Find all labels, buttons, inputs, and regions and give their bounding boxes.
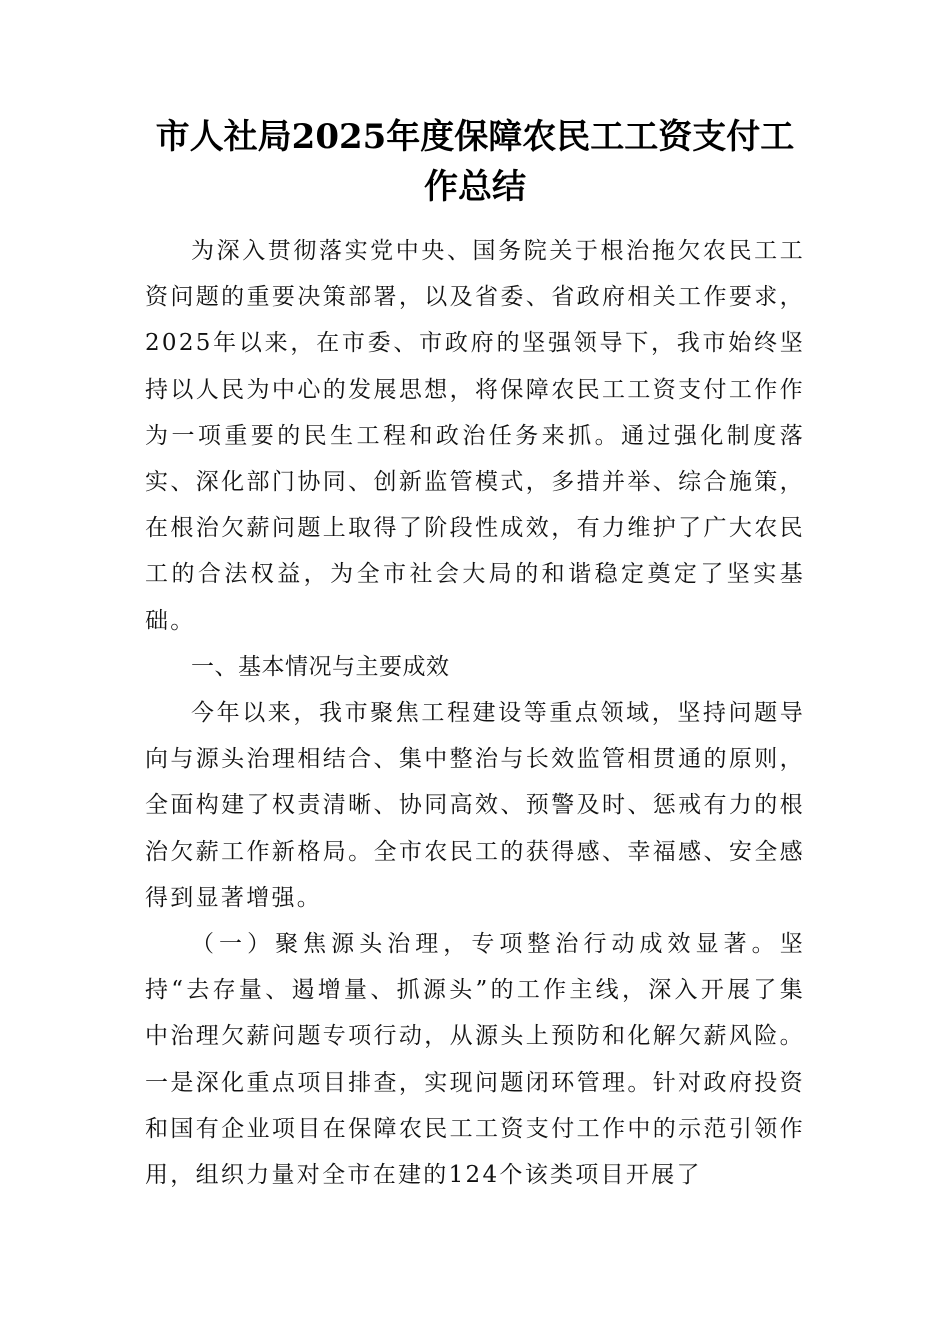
document-title: 市人社局2025年度保障农民工工资支付工作总结 xyxy=(155,117,795,207)
subsection-paragraph xyxy=(145,921,805,1198)
document-body xyxy=(145,228,805,1198)
subsection-text: 坚持“去存量、遏增量、抓源头”的工作主线，深入开展了集中治理欠薪问题专项行动，从源头上预防和化解欠薪风险。一是深化重点项目排查，实现问题闭环管理。针对政府投资和国有企业项目在保障农民工工资支付工作中的示范引领作用，组织力量对全市在建的124个该类项目开展了 xyxy=(145,931,805,1189)
section-paragraph: 今年以来，我市聚焦工程建设等重点领域，坚持问题导向与源头治理相结合、集中整治与长效监管相贯通的原则，全面构建了权责清晰、协同高效、预警及时、惩戒有力的根治欠薪工作新格局。全市农民工的获得感、幸福感、安全感得到显著增强。 xyxy=(145,700,805,911)
section-heading: 一、基本情况与主要成效 xyxy=(191,653,450,680)
subsection-lead: （一）聚焦源头治理，专项整治行动成效显著。 xyxy=(191,931,780,958)
intro-paragraph: 为深入贯彻落实党中央、国务院关于根治拖欠农民工工资问题的重要决策部署，以及省委、省政府相关工作要求，2025年以来，在市委、市政府的坚强领导下，我市始终坚持以人民为中心的发展思想，将保障农民工工资支付工作作为一项重要的民生工程和政治任务来抓。通过强化制度落实、深化部门协同、创新监管模式，多措并举、综合施策，在根治欠薪问题上取得了阶段性成效，有力维护了广大农民工的合法权益，为全市社会大局的和谐稳定奠定了坚实基础。 xyxy=(145,238,805,634)
